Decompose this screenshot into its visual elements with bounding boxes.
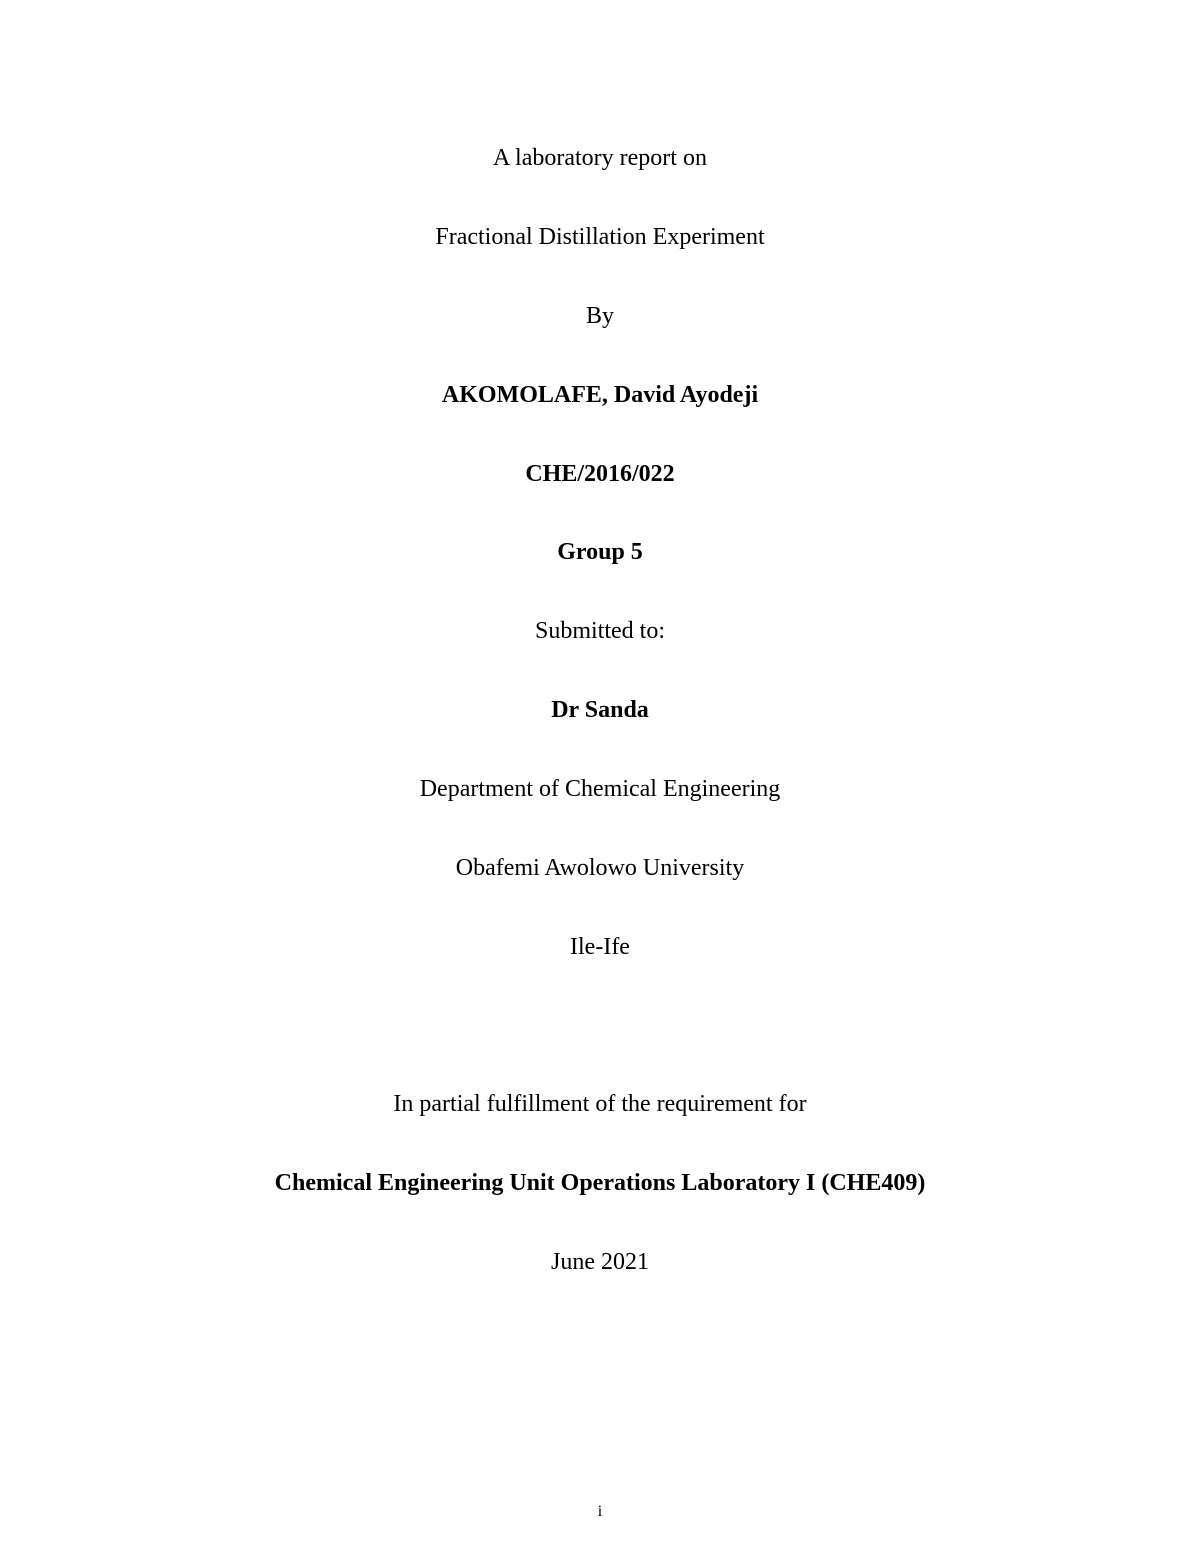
department-name: Department of Chemical Engineering	[419, 776, 781, 802]
report-title: Fractional Distillation Experiment	[435, 224, 765, 250]
course-title: Chemical Engineering Unit Operations Laboratory I (CHE409)	[274, 1170, 926, 1196]
author-name: AKOMOLAFE, David Ayodeji	[441, 382, 759, 408]
group-label: Group 5	[557, 539, 643, 565]
university-name: Obafemi Awolowo University	[455, 855, 745, 881]
report-intro: A laboratory report on	[493, 145, 707, 171]
fulfillment-statement: In partial fulfillment of the requirement for	[393, 1091, 807, 1117]
page-number: i	[597, 1503, 603, 1520]
submission-date: June 2021	[551, 1249, 649, 1275]
matric-number: CHE/2016/022	[525, 461, 675, 487]
submitted-to-label: Submitted to:	[534, 618, 665, 644]
by-label: By	[585, 303, 614, 329]
location-name: Ile-Ife	[570, 934, 630, 960]
supervisor-name: Dr Sanda	[551, 697, 649, 723]
